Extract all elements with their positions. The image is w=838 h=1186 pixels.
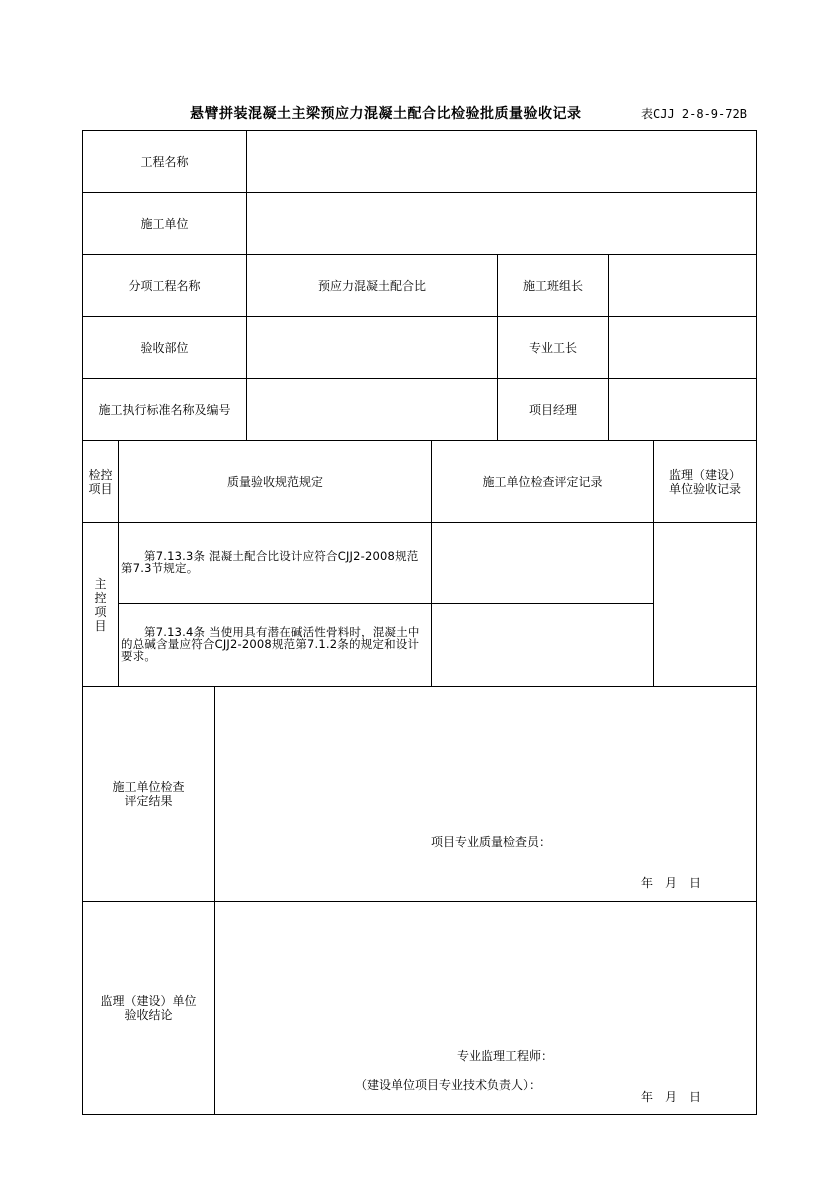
result-label-line1: 施工单位检查	[112, 780, 185, 794]
conclusion-label-line1: 监理（建设）单位	[100, 994, 197, 1008]
clause-1-record[interactable]	[432, 523, 653, 603]
standard-label: 施工执行标准名称及编号	[98, 402, 231, 417]
acceptance-part-value[interactable]	[247, 317, 497, 378]
inspection-form-table	[82, 130, 757, 1115]
sub-project-label: 分项工程名称	[128, 278, 201, 293]
team-leader-label: 施工班组长	[522, 278, 583, 293]
supervisor-record-cell[interactable]	[654, 523, 756, 686]
project-name-value[interactable]	[247, 131, 756, 192]
form-code: 表CJJ 2-8-9-72B	[641, 107, 747, 121]
foreman-value[interactable]	[609, 317, 756, 378]
supervisor-header-line1: 监理（建设）	[668, 467, 741, 482]
clause-7-13-3: 第7.13.3条 混凝土配合比设计应符合CJJ2-2008规范第7.3节规定。	[121, 549, 419, 575]
clause-2-record[interactable]	[432, 604, 653, 686]
construction-unit-label: 施工单位	[140, 216, 189, 231]
result-label-line2: 评定结果	[124, 794, 173, 808]
form-title: 悬臂拼装混凝土主梁预应力混凝土配合比检验批质量验收记录	[190, 106, 582, 122]
construction-unit-value[interactable]	[247, 193, 756, 254]
owner-rep-signature-label: （建设单位项目专业技术负责人）：	[355, 1078, 542, 1092]
engineer-signature-label: 专业监理工程师：	[457, 1049, 554, 1063]
project-name-label: 工程名称	[140, 154, 189, 169]
record-column-header: 施工单位检查评定记录	[482, 474, 603, 489]
item-column-header	[83, 441, 118, 522]
supervisor-header-line2: 单位验收记录	[668, 481, 741, 496]
main-control-label-text: 主控项目	[94, 576, 107, 633]
item-column-header-text: 检控项目	[88, 467, 113, 496]
foreman-label: 专业工长	[528, 340, 577, 355]
standard-value[interactable]	[247, 379, 497, 440]
conclusion-label	[83, 902, 214, 1114]
inspector-signature-label: 项目专业质量检查员：	[431, 835, 552, 849]
team-leader-value[interactable]	[609, 255, 756, 316]
spec-column-header: 质量验收规范规定	[226, 474, 323, 489]
sub-project-value[interactable]: 预应力混凝土配合比	[317, 278, 426, 293]
result-label	[83, 687, 214, 901]
acceptance-part-label: 验收部位	[140, 340, 189, 355]
clause-7-13-4: 第7.13.4条 当使用具有潜在碱活性骨料时，混凝土中的总碱含量应符合CJJ2-2008规范第7.1.2条的规定和设计要求。	[121, 625, 420, 663]
conclusion-label-line2: 验收结论	[124, 1008, 173, 1022]
main-control-label	[83, 523, 118, 686]
conclusion-date: 年 月 日	[641, 1090, 702, 1104]
manager-value[interactable]	[609, 379, 756, 440]
supervisor-column-header	[654, 441, 756, 522]
manager-label: 项目经理	[528, 402, 577, 417]
result-date: 年 月 日	[641, 876, 702, 890]
